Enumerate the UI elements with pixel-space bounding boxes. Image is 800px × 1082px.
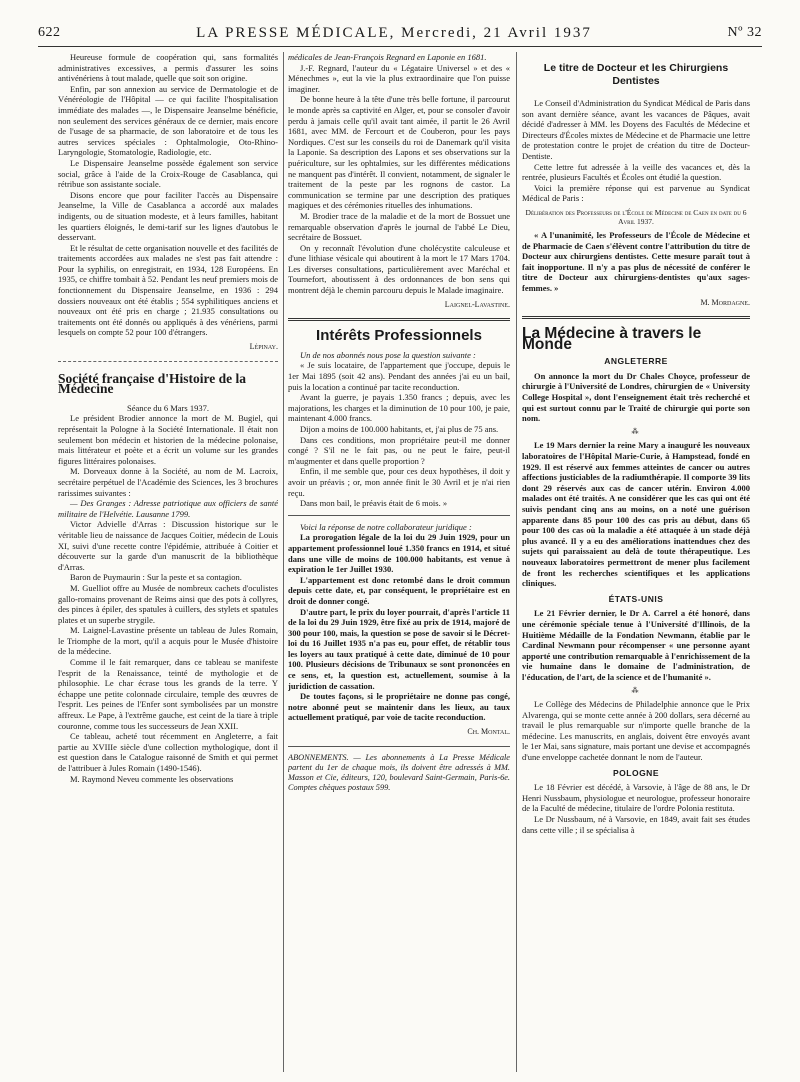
section-heading: La Médecine à travers le Monde (522, 325, 702, 353)
paragraph: — Des Granges : Adresse patriotique aux officiers de santé militaire de l'Helvétie. Lausanne 1799. (58, 498, 278, 519)
asterism: ⁂ (631, 686, 641, 695)
asterism: ⁂ (631, 427, 641, 436)
paragraph: J.-F. Regnard, l'auteur du « Légataire Universel » et des « Ménechmes », eut la vie la plus extraordinaire que l'on puisse imaginer. (288, 62, 510, 94)
signature: Lépinay. (249, 342, 278, 352)
paragraph: Comme il le fait remarquer, dans ce tableau se manifeste l'esprit de la Renaissance, teinté de mythologie et de philosophie. Le char écrase tous les grands de la terre. Y échappe une petite colonnade circulaire, temple des œuvres de l'esprit. Les peines de l'Enfer sont symbolisées par un monstre affreux. Le Pape, à l'extrême gauche, est ceint de la tiare à triple couronne, comme tous les successeurs de Jean XXII. (58, 657, 278, 731)
signature: Ch. Montal. (467, 727, 510, 737)
column-3 (522, 52, 750, 1072)
paragraph: Le Conseil d'Administration du Syndicat Médical de Paris dans son avant dernière séance, avant les vacances de Pâques, avait décidé d'adresser à MM. les Doyens des Facultés de Médecine et Directeurs d'Écoles mixtes de Médecine et de Pharmacie une lettre de protestation contre le projet de création du titre de Docteur-Dentiste. (522, 98, 750, 161)
divider (288, 515, 510, 516)
signature: Laignel-Lavastine. (444, 299, 510, 309)
section-heading: Le titre de Docteur et les Chirurgiens Dentistes (543, 62, 729, 87)
column-1 (58, 52, 278, 1072)
paragraph: M. Raymond Neveu commente les observations (70, 773, 234, 784)
divider (522, 316, 750, 319)
column-separator (283, 52, 284, 1072)
paragraph: L'appartement est donc retombé dans le droit commun depuis cette date, et, par conséquent, le propriétaire est en droit de donner congé. (288, 574, 510, 606)
issue-number: Nº 32 (727, 25, 762, 40)
paragraph: Ce tableau, acheté tout récemment en Angleterre, a fait partie au XVIIIe siècle d'une collection mythologique, dont il est question dans le Catalogue raisonné de Smith et qui permet de l'attribuer à Jules Romain (1490-1546). (58, 731, 278, 773)
paragraph: M. Brodier trace de la maladie et de la mort de Bossuet une remarquable observation d'après le journal de l'abbé Le Dieu, secrétaire de Bossuet. (288, 210, 510, 243)
country-heading: ANGLETERRE (604, 356, 668, 367)
signature: M. Mordagne. (700, 297, 750, 307)
header-rule (38, 46, 762, 47)
paragraph: Avant la guerre, je payais 1.350 francs ; depuis, avec les majorations, les charges et la diminution de 10 pour 100, je paie, maintenant 4.000 francs. (288, 392, 510, 424)
paragraph: M. Guelliot offre au Musée de nombreux cachets d'oculistes gallo-romains provenant de Reims ainsi que des pots à collyres, des pinces à épiler, des spatules à cuillers, des stylets et spatules plates et un superbe strygile. (58, 582, 278, 625)
column-separator (516, 52, 517, 1072)
country-heading: POLOGNE (612, 767, 659, 778)
paragraph: Le 21 Février dernier, le Dr A. Carrel a été honoré, dans une cérémonie spéciale tenue à l'Université d'Illinois, de la Huitième Médaille de la Fondation Newmann, établie par le Cardinal Newmann pour récompenser « une personne ayant apporté une contribution remarquable à l'enrichissement de la vie humaine dans le domaine de l'administration, de l'éducation, de l'art, de la science et de l'humanité ». (522, 608, 750, 682)
divider (288, 318, 510, 321)
lead-text: Un de nos abonnés nous pose la question suivante : (300, 349, 476, 360)
deliberation-title: Délibération des Professeurs de l'École de Médecine de Caen en date du 6 Avril 1937. (525, 207, 747, 226)
section-heading: Intérêts Professionnels (316, 327, 482, 345)
paragraph: Disons encore que pour faciliter l'accès au Dispensaire Jeanselme, la Ville de Casablanca a accordé aux malades indigents, ou de situation modeste, et à leurs familles, habitant les quartiers éloignés, le demi-tarif sur les lignes d'autobus le desservant. (58, 189, 278, 243)
page-header (38, 22, 762, 44)
journal-title: LA PRESSE MÉDICALE, Mercredi, 21 Avril 1937 (196, 24, 592, 41)
page-number: 622 (38, 25, 61, 40)
section-heading: Société française d'Histoire de la Médecine (58, 370, 246, 397)
paragraph: Le 18 Février est décédé, à Varsovie, à l'âge de 88 ans, le Dr Henri Nussbaum, physiologue et neurologue, professeur honoraire de la Faculté de médecine, titulaire de l'ordre Polonia restituta. (522, 782, 750, 814)
paragraph: De toutes façons, si le propriétaire ne donne pas congé, notre abonné peut se maintenir dans les lieux, au taux actuellement pratiqué, par voie de tacite reconduction. (288, 691, 510, 723)
paragraph: Enfin, par son annexion au service de Dermatologie et de Vénéréologie de l'Hôpital — ce qui facilite l'hospitalisation immédiate des malades —, le Dispensaire Jeanselme bénéficie, non seulement des services généraux de ce dernier, mais encore de l'usage de sa pharmacie, de son laboratoire et de tous les autres services spéciales : Ophtalmologie, Oto-Rhino-Laryngologie, Stomatologie, Radiologie, etc. (58, 83, 278, 158)
paragraph: médicales de Jean-François Regnard en Laponie en 1681. (288, 52, 487, 62)
paragraph: Dijon a moins de 100.000 habitants, et, j'ai plus de 75 ans. (300, 424, 499, 434)
paragraph: Dans ces conditions, mon propriétaire peut-il me donner congé ? S'il ne le fait pas, ou ne peut le faire, peut-il m'augmenter et dans quelle proportion ? (288, 434, 510, 466)
paragraph: Enfin, il me semble que, pour ces deux hypothèses, il doit y avoir un préavis ; or, mon année finit le 30 Avril et je n'ai rien reçu. (288, 466, 510, 498)
paragraph: Baron de Puymaurin : Sur la peste et sa contagion. (70, 572, 242, 583)
paragraph: Cette lettre fut adressée à la veille des vacances et, dès la rentrée, plusieurs Facultés et Écoles ont étudié la question. (522, 161, 750, 183)
session-date: Séance du 6 Mars 1937. (127, 402, 209, 413)
paragraph: Voici la première réponse qui est parvenue au Syndicat Médical de Paris : (522, 182, 750, 204)
paragraph: On y reconnaît l'évolution d'une cholécystite calculeuse et d'une lithiase vésicale qui aboutirent à la mort le 17 Mars 1704. Les diverses consultations, particulièrement avec Maréchal et Tournefort, aboutissent à des ordonnances de bon sens qui montrent déjà le chemin parcouru depuis le Malade imaginaire. (288, 242, 510, 296)
paragraph: M. Laignel-Lavastine présente un tableau de Jules Romain, le Triomphe de la mort, qu'il a acquis pour le Musée d'histoire de la médecine. (58, 625, 278, 657)
column-2 (288, 52, 510, 1072)
paragraph: « Je suis locataire, de l'appartement que j'occupe, depuis le 1er Mai 1895 (soit 42 ans). Pendant des années j'ai eu un bail, puis la location a continué par tacite reconduction. (288, 360, 510, 392)
paragraph: Le Collège des Médecins de Philadelphie annonce que le Prix Alvarenga, qui se monte cette année à 200 dollars, sera décerné au travail le plus remarquable sur n'importe quelle branche de la médecine. Les manuscrits, en anglais, doivent être envoyés avant le 1er Mai, sans signature, mais portant une devise et accompagnés d'une enveloppe cachetée donnant le nom de l'auteur. (522, 699, 750, 763)
paragraph: Le président Brodier annonce la mort de M. Bugiel, qui représentait la Pologne à la Société Internationale. Il était non seulement bon médecin et historien de la médecine polonaise, mais littérateur et poète et a écrit un volume sur les grandes figures littéraires polonaises. (58, 413, 278, 466)
paragraph: Et le résultat de cette organisation nouvelle et des facilités de traitements accordées aux malades ne s'est pas fait attendre : Pour la syphilis, on enregistrait, en 1934, 128 Européens. En 1935, ce chiffre tombait à 52. Pendant les neuf premiers mois de fonctionnement du Dispensaire Jeanselme, en 1936 : 294 dossiers nouveaux ont été établis ; 554 syphilitiques anciens et nouveaux ont été pris en charge ; 21.935 consultations ou traitements ont été donnés ou appliqués à des vénériens, parmi lesquels on compte 52 pour 100 d'étrangers. (58, 242, 278, 338)
paragraph: La prorogation légale de la loi du 29 Juin 1929, pour un appartement professionnel loué 1.350 francs en 1914, et situé dans une ville de moins de 100.000 habitants, est venue à expiration le 1er Juillet 1930. (288, 532, 510, 575)
divider (58, 361, 278, 366)
paragraph: Le Dispensaire Jeanselme possède également son service social, grâce à l'aide de la Croix-Rouge de Casablanca, qui rétribue son assistante sociale. (58, 157, 278, 190)
lead-text: Voici la réponse de notre collaborateur juridique : (300, 521, 472, 532)
paragraph: De bonne heure à la tête d'une très belle fortune, il parcourut le monde après sa captivité en Alger, et, pour se consoler d'avoir perdu à jamais celle qu'il avait tant aimée, il partit le 26 Avril 1681, avec MM. de Fercourt et de Couberon, pour les pays Nordiques. C'est sur les conseils du roi de Danemark qu'il visita la Laponie. Sa description des Lapons et ses observations sur la puériculture, sur les ophtalmies, sur les différentes médications ne manquent pas d'intérêt. Il convient, notamment, de signaler le traitement de la peste par les rognons de castor. La communication se termine par une description des pratiques magiques et des cérémonies rituelles des inhumations. (288, 94, 510, 211)
paragraph: M. Dorveaux donne à la Société, au nom de M. Lacroix, secrétaire perpétuel de l'Académie des Sciences, les 3 brochures rarissimes suivantes : (58, 466, 278, 498)
paragraph: D'autre part, le prix du loyer pourrait, d'après l'article 11 de la loi du 29 Juin 1929, être fixé au prix de 1914, majoré de 300 pour 100, mais, la question se pose de savoir si le Décret-loi du 16 Juillet 1935 n'a pas eu, pour effet, de rétablir tous les loyers au taux pratiqué à cette date, diminué de 10 pour 100. Plusieurs décisions de Tribunaux se sont prononcées en ce sens, et, la question est, actuellement, soumise à la juridiction de cassation. (288, 606, 510, 691)
paragraph: Heureuse formule de coopération qui, sans formalités administratives excessives, a permis d'assurer les soins antivénériens à tout malade, quelle que soit son origine. (58, 52, 278, 84)
paragraph: Le 19 Mars dernier la reine Mary a inauguré les nouveaux laboratoires de l'Hôpital Marie-Curie, à Hampstead, fondé en 1929. Il est réservé aux femmes atteintes de cancer ou autres affections justiciables de la radiumthérapie. Il comporte 39 lits dont 29 réservés aux cas de cancer utérin. Environ 4.000 malades ont été traités. A ne considérer que les cas qui ont été suivis pendant cinq ans au moins, on a noté une guérison apparente dans 85 pour 100 des cas pris au début, dans 65 pour 100 des cas où la maladie a été attaquée à un stade déjà plus avancé. Il y a eu des améliorations inattendues chez des sujets qui paraissaient au delà de toute thérapeutique. Les nouveaux laboratoires permettront de mener plus facilement de front les recherches scientifiques et les applications cliniques. (522, 440, 750, 589)
paragraph: Victor Advielle d'Arras : Discussion historique sur le véritable lieu de naissance de Jacques Coitier, médecin de Louis XI, suivi d'une recette contre l'épidémie, attribuée à Coitier et découverte sur la garde d'un manuscrit de la bibliothèque d'Arras. (58, 519, 278, 572)
paragraph: Le Dr Nussbaum, né à Varsovie, en 1849, avait fait ses études dans cette ville ; il se spécialisa à (522, 814, 750, 835)
quote: « A l'unanimité, les Professeurs de l'École de Médecine et de Pharmacie de Caen s'élèvent contre l'attribution du titre de Docteur aux chirurgiens dentistes. Cette mesure paraît tout à fait inopportune. Il n'y a pas plus de nécessité de conférer le titre de Docteur aux chirurgiens-dentistes qu'aux sages-femmes. » (522, 229, 750, 293)
country-heading: ÉTATS-UNIS (608, 593, 664, 604)
paragraph: On annonce la mort du Dr Chales Choyce, professeur de chirurgie à l'Université de Londres, chirurgien de « University College Hospital », dont l'enseignement était très recherché et qui est surtout connu par le Traité de chirurgie qui porte son nom. (522, 370, 750, 424)
paragraph: Dans mon bail, le préavis était de 6 mois. » (300, 498, 448, 509)
subscription-notice: ABONNEMENTS. — Les abonnements à La Presse Médicale partent du 1er de chaque mois, ils doivent être adressés à MM. Masson et Cie, éditeurs, 120, boulevard Saint-Germain, Paris-6e. Comptes chèques postaux 599. (288, 746, 510, 794)
